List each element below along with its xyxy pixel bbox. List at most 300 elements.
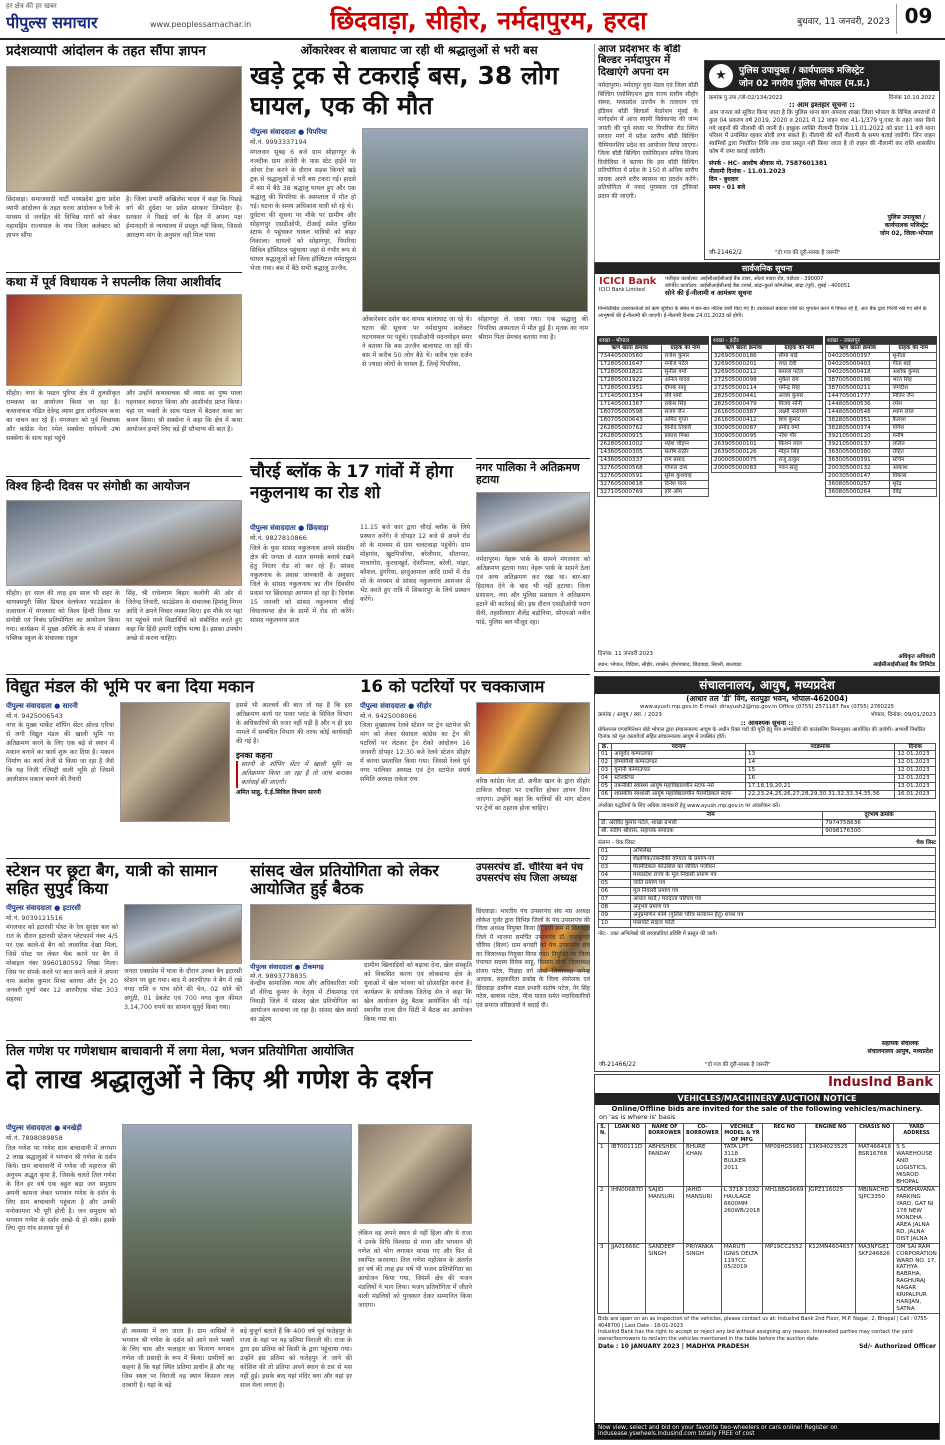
table-cell: 171405001367 <box>598 400 662 408</box>
table-cell: देवेंद्र <box>890 488 937 496</box>
location-icon: ● <box>54 1124 61 1132</box>
table-cell: राकेश सिंह <box>662 400 709 408</box>
col-head: YARD ADDRESS <box>894 1124 940 1144</box>
icici-row <box>598 392 709 400</box>
table-cell: 387005000186 <box>826 376 890 384</box>
table-cell: विनोद तिवारी <box>662 424 709 432</box>
table-cell: 382805000351 <box>826 416 890 424</box>
icici-row <box>712 384 823 392</box>
icici-row <box>826 440 937 448</box>
table-cell: MA3NFG81 SKF246826 <box>856 1243 894 1314</box>
seminar-photo <box>6 500 242 586</box>
table-cell: 282505000479 <box>712 400 776 408</box>
col-head: REG NO <box>763 1124 806 1144</box>
col-head: ग्राहक का नाम <box>662 345 709 353</box>
table-cell: सुरेंद्र <box>890 480 937 488</box>
table-cell: 040205000397 <box>826 352 890 360</box>
protest-photo <box>6 66 242 192</box>
mobile: मो.नं. 9425008066 <box>360 712 417 720</box>
table-cell: मनीष <box>890 432 937 440</box>
table-cell: 327605000591 <box>598 472 662 480</box>
headline: नगर पालिका ने अतिक्रमण हटाया <box>476 461 580 487</box>
icici-row <box>598 424 709 432</box>
byline: पीपुल्स संवाददाता <box>6 702 52 710</box>
sign-line-1: पुलिस उपायुक्त / <box>887 214 926 221</box>
location: सीहोर <box>416 702 432 710</box>
ayush-title: संचालनालय, आयुष, मध्यप्रदेश <box>595 677 939 694</box>
khel-photo <box>250 904 472 960</box>
col-head: क्र. <box>599 743 612 751</box>
mobile: मो.नं. 9827810866 <box>250 534 307 542</box>
table-cell: यूनानी कम्पाउण्डर <box>612 767 746 775</box>
table-cell: 04 <box>599 872 631 880</box>
table-cell: 382805000374 <box>826 424 890 432</box>
table-cell: 172805001647 <box>598 360 662 368</box>
indusind-logo[interactable]: IndusInd Bank <box>828 1075 933 1090</box>
mobile: मो.नं. 9893778835 <box>250 972 307 980</box>
icici-row <box>826 416 937 424</box>
table-cell: K12MN4604637 <box>806 1243 856 1314</box>
ayush-schedule-table <box>598 743 936 800</box>
icici-row <box>826 400 937 408</box>
ayush-attach: संलग्न - चेक लिस्ट <box>598 840 636 847</box>
body: नर्मदापुरम। नेहरू पार्क के सामने मंगलवार को अतिक्रमण हटाया गया। नेहरू पार्क के सामने ठेला एवं अन्य अतिक्रमण कर रखा था। बार-बार हिदायत देने के बाद भी नहीं हटाया। जिला प्रशासन, नपा और पुलिस प्रशासन ने अतिक्रमण हटाने की कार्रवाई की। इस दौरान एसडीओपी पराग सैनी, तहसीलदार शैलेंद्र बड़ोनिया, सीएमओ नवीन पांडे, पुलिस बल मौजूद रहा। <box>476 556 590 626</box>
table-cell: श्री. संदीप श्रीवास, सहायक संपादक <box>599 828 823 836</box>
meeting-photo <box>476 702 590 774</box>
indusind-date: Date : 10 JANUARY 2023 | MADHYA PRADESH <box>598 1343 750 1351</box>
table-cell: 07 <box>599 896 631 904</box>
article-ganesh <box>6 1044 472 1438</box>
body-left: सीहोर। नगर के पस्टन पुरिया क्षेत्र में तुलसीकृत रामकथा का आयोजन किया जा रहा है। कथावाचक पंडित देवेन्द्र व्यास द्वारा संगीतमय कथा का वाचन कर रहे हैं। मंगलवार को पूर्व विधायक और कांग्रेस नेता रमेश सक्सेना धर्मपत्नी उषा सक्सेना के साथ यहां पहुंचे <box>6 390 120 442</box>
byline: पीपुल्स संवाददाता <box>360 702 406 710</box>
indusind-footer-2: IndusInd Bank has the right to accept or reject any bid without assigning any reason. Interested parties may contact the yard owner/borrowers to reclaim the vehicles mentioned in the table before the auction date. <box>598 1329 913 1342</box>
officer-row <box>599 820 936 828</box>
table-cell: 03 <box>599 767 612 775</box>
headline: 16 को पटरियों पर चक्काजाम <box>360 678 545 696</box>
table-cell: 200305000147 <box>826 472 890 480</box>
table-cell: IBT00111D <box>609 1143 646 1186</box>
table-cell: 7974758636 <box>823 820 936 828</box>
col-head: दिनांक <box>895 743 936 751</box>
indusind-footer-1: Bids are open on an as inspection of the vehicles, please contact us at: IndusInd Bank 2nd Floor, M.P. Nagar, 2, Bhopal | Call : 0755-4048700 | Last Date : 18-01-2023 <box>598 1316 929 1329</box>
table-cell: 326905000186 <box>712 352 776 360</box>
ayush-contact[interactable]: www.ayush.mp.gov.in E-mail: dirayush2@mp.gov.in Office (0755) 2571187 Fax (0755) 2760225 <box>639 704 895 710</box>
body-1: जिले के युवा सांसद नकुलनाथ अपने संसदीय क्षेत्र की जनता से सतत सम्पर्क बनाये रखने हेतु निरंतर रोड शो कर रहे हैं। सांसद नकुलनाथ के प्रवास जानकारी के अनुसार जिले के सांसद नकुलनाथ का तीन दिवसीय प्रवास पर छिंदवाड़ा आगमन हो रहा है। दिनांक 15 जनवरी को सांसद नकुलनाथ चौरई विधानसभा क्षेत्र के ग्रामों में रोड शो करेंगे। सांसद नकुलनाथ प्रातः <box>250 545 354 624</box>
table-cell: राजू ठाकुर <box>776 456 823 464</box>
table-cell: 143605000305 <box>598 448 662 456</box>
article-protest-memo <box>6 44 242 270</box>
headline: कथा में पूर्व विधायक ने सपत्नीक लिया आशीर्वाद <box>6 275 221 289</box>
icici-row <box>598 456 709 464</box>
article-upsarpanch <box>476 862 590 1250</box>
branch-label: शाखा - भोपाल <box>597 336 709 344</box>
icici-row <box>826 480 937 488</box>
body-right: सिंह, श्री राधेश्याम बिहार कलोनी की ओर से जितेन्द्र तिवारी, फाउंडेशन के संचालक हिमांशु निगम आदि ने अपने विचार व्यक्त किए। इस मौके पर यहां पर पहुंचने वाले विद्यार्थियों को संबोधित करते हुए कहा कि हिंदी हमारी राष्ट्रीय भाषा है। इसका उपयोग अच्छे से करना चाहिए। <box>126 590 242 642</box>
icici-row <box>826 488 937 496</box>
ayush-ref: क्रमांक / आयुष / स्था. / 2023 <box>598 712 662 718</box>
icici-row <box>598 360 709 368</box>
table-cell: सुनील वर्मा <box>662 368 709 376</box>
table-cell: MP09HG5981 <box>763 1143 806 1186</box>
ayush-checklist-head: चेक लिस्ट <box>916 840 936 847</box>
police-header <box>705 61 939 91</box>
table-cell: 180705000598 <box>598 408 662 416</box>
table-cell: MAT466416 BSR16768 <box>856 1143 894 1186</box>
table-cell: कमला पटेल <box>776 368 823 376</box>
table-cell: MBINACHD SJPC3350 <box>856 1186 894 1243</box>
body: छिंदवाड़ा। भारतीय पंच उपसरपंच संघ मप्र अध्यक्ष लोकेश गुर्जर द्वारा विभिन्न जिलों के पंच उपसरपंच की जिला अध्यक्ष नियुक्त किया है। इसी क्रम में छिंदवाड़ा जिले में भाजपा समर्पित उपसरपंच डॉ. राजकुमार चौरिया (बिरुर) ग्राम बगदरी को पंच उपसरपंच संघ का जिलाध्यक्ष नियुक्त किया गया। नियुक्ति पर जिला पंचायत सदस्य विवेक साहू, किसान मोर्चा जिलाध्यक्ष संजय पटेल, पिछड़ा वर्ग मोर्चा जिलाध्यक्ष जगेन्द्र अल्डक, सहकारिता प्रकोष्ठ के जिला संयोजक एवं छिंदवाड़ा ग्रामीण मंडल प्रभारी संतोष पटेल, नेर सिंह पटेल, बलराम पटेल, मीना यादव समेत पदाधिकारियों एवं समाज वरिष्ठजनों ने बधाई दी। <box>476 908 590 1009</box>
icici-row <box>826 392 937 400</box>
headline: दो लाख श्रद्धालुओं ने किए श्री गणेश के दर्शन <box>6 1064 433 1095</box>
icici-row <box>826 368 937 376</box>
icici-notice <box>594 262 940 672</box>
table-cell: 12.01.2023 <box>895 759 936 767</box>
body: नर्मदापुरम। नर्मदापुर युवा मंडल एवं जिला बॉडी बिल्डिंग एसोसिएशन द्वारा राज्य स्तरीय सीहोर संस्था, मध्यप्रदेश उज्जैन के तत्वधान एवं इंडियन बॉडी बिल्डर्स फेडरेशन मुंबई के मार्गदर्शन में आज स्वामी विवेकानंद की जन्म जयंती की पूर्व संध्या पर पिपरिया रोड स्थित सरदार मार्ग में प्रदेश स्तरीय बॉडी बिल्डिंग चैम्पियनशिप प्रदेश का आयोजन किया जाएगा। जिला बॉडी बिल्डिंग एसोसिएशन सचिव विजय दिवोलिया ने बताया कि इस बॉडी बिल्डिंग प्रतियोगिता में प्रदेश के 150 से अधिक स्तरीय साधक अपने शरीर स्वास्थ्य का प्रदर्शन करेंगे। प्रतियोगिता में नकद पुरस्कार एवं ट्रॉफियां प्रदान की जाएगी। <box>598 82 698 200</box>
checklist-row <box>599 872 936 880</box>
indusind-table <box>597 1123 940 1314</box>
table-cell: 392105000120 <box>826 432 890 440</box>
icici-address: पंजीकृत कार्यालय: आईसीआईसीआई बैंक टावर, ओल्ड पादरा रोड, वडोदरा - 390007 <box>665 276 824 282</box>
table-cell: 17,18,19,20,21 <box>746 783 895 791</box>
table-cell: शासकीय स्वशासी आयुष महाविद्यालयीन पैरामेडिकल स्टाफ <box>612 791 746 799</box>
table-cell: 01 <box>599 751 612 759</box>
sign-line-1: सहायक संचालक <box>881 1040 919 1047</box>
table-cell: MH18BG9669 <box>763 1186 806 1243</box>
table-cell: 13.01.2023 <box>895 783 936 791</box>
indusind-notice <box>594 1074 940 1440</box>
headline: विद्युत मंडल की भूमि पर बना दिया मकान <box>6 678 254 696</box>
col-head: ENGINE NO <box>806 1124 856 1144</box>
branch-label: शाखा - जबलपुर <box>825 336 937 344</box>
police-body: आम जनता को सूचित किया जाता है कि पुलिस थाना बाग अपराध शाखा जिला भोपाल के विभिन्न अपराधों में कुल 04 प्रकरण वर्ष 2019, 2020 व 2021 में 12 वाहन धारा 41-1/379 पु.एक्ट के तहत जब्त किये गये वाहनों की नीलामी की जानी है। इच्छुक व्यक्ति नीलामी दिनांक 11.01.2022 को प्रातः 11 बजे थाना परिसर में उपस्थित रहकर बोली लगा सकते हैं। नीलामी की शर्तें नीलामी के समय बताई जावेंगी। जिन वाहन स्वामियों द्वारा निर्धारित तिथि तक दावा प्रस्तुत नहीं किया जाता है तो वाहन की नीलामी कर राशि शासकीय कोष में जमा कराई जावेगी। <box>709 110 935 156</box>
body-left: सीहोर। हर साल की तरह इस साल भी शहर के चाणक्यपुरी स्थित प्रियल वेलफेयर फाउंडेशन के तत्वाधान में मंगलवार को विश्व हिन्दी दिवस पर संगोष्ठी एवं निबंध प्रतियोगिता का आयोजन किया गया। कार्यक्रम में मुख्य अतिथि के रूप में संस्कार पब्लिक स्कूल के संचालक राहुल <box>6 590 120 642</box>
table-cell: 144805000536 <box>826 400 890 408</box>
location-icon: ● <box>54 702 61 710</box>
icici-row <box>826 360 937 368</box>
icici-row <box>826 424 937 432</box>
body-2: ही व्यवस्था में लग जाता है। ग्राम वासियों ने भगवान श्री गणेश के दर्शन को आने वाले भक्तों के लिए चाय और फलाहार का वितरण भगवान गणेश जी प्रसादी के रूप में किया। ग्रामीणों का कहना है कि यहां स्थित प्रतिमा प्राचीन है और यह जिस स्थल पर विराजी वह स्थान किसान लाल दरबारी है। यहां के बड़े <box>122 1328 234 1389</box>
location-icon: ● <box>54 904 61 912</box>
quote-title: इनका कहना <box>236 750 273 760</box>
location: पिपरिया <box>306 128 327 136</box>
encroachment-photo <box>476 492 590 552</box>
divider <box>6 858 590 859</box>
mobile: मो.नं. 9425006543 <box>6 712 63 720</box>
table-cell: शिव कुमार <box>776 416 823 424</box>
table-cell: 16.01.2023 <box>895 791 936 799</box>
page-number: 09 <box>896 4 940 34</box>
police-emblem-icon: ★ <box>709 64 733 88</box>
divider <box>6 674 590 675</box>
table-cell: 09 <box>599 912 631 920</box>
table-cell: 06 <box>599 791 612 799</box>
icici-logo[interactable] <box>599 276 659 293</box>
table-cell: विजय सोनी <box>776 400 823 408</box>
table-cell: 272505000098 <box>712 376 776 384</box>
icici-row <box>826 352 937 360</box>
location: इटारसी <box>62 904 81 912</box>
police-subtitle: जोन 02 नगरीय पुलिस भोपाल (म.प्र.) <box>739 79 870 89</box>
quote-by: अमित साहू, ऐ.ई.सिविल विभाग सारनी <box>236 788 321 796</box>
table-cell: 300905000087 <box>712 424 776 432</box>
table-cell: नितिन जैन <box>890 392 937 400</box>
table-cell: 282505000441 <box>712 392 776 400</box>
icici-corp: कॉर्पोरेट कार्यालय: आईसीआईसीआई बैंक टावर्स, बांद्रा-कुर्ला कॉम्प्लेक्स, बांद्रा (पूर्व), मुंबई - 400051 <box>665 282 851 289</box>
location-icon: ● <box>298 524 305 532</box>
icici-notice-title: सोने की ई-नीलामी व आमंत्रण सूचना <box>665 289 752 297</box>
katha-photo <box>6 294 242 386</box>
headline: खड़े ट्रक से टकराई बस, 38 लोग घायल, एक की मौत <box>250 60 559 120</box>
ayush-officer-table <box>598 811 936 836</box>
icici-row <box>598 440 709 448</box>
body-1: नगर के मुख्य मार्केट शॉपिंग सेंटर ओल्ड एरिया से लगी विद्युत मंडल की खाली भूमि पर अतिक्रमण करने के लिए एक बड़े से स्थान में मकान बनाने का कार्य शुरू कर दिया है। मकान निर्माण का कार्य तेजी से किया जा रहा है जैसे कि यह निजी रजिस्ट्री वाली भूमि हो जिसमें आलीशान मकान बनाने की तैयारी <box>6 722 114 783</box>
table-cell: 326905000201 <box>712 360 776 368</box>
article-station-bag <box>6 862 242 1038</box>
ayush-signature <box>868 1039 933 1055</box>
icici-table-3 <box>825 344 937 497</box>
table-cell: 262805001002 <box>598 440 662 448</box>
ayush-body: प्रोफेशनल एग्जामिनेशन बोर्ड भोपाल द्वारा संचालनालय आयुष के अधीन रिक्त पदों की पूर्ति हेतु पात्र अभ्यर्थियों की काउंसलिंग निम्नानुसार आयोजित की जावेगी। अभ्यर्थी निर्धारित दिनांक को मूल दस्तावेजों सहित संचालनालय आयुष में उपस्थित होवें। <box>598 727 926 740</box>
table-cell: 040205000418 <box>826 368 890 376</box>
table-cell: 16 <box>746 775 895 783</box>
icici-row <box>712 424 823 432</box>
table-cell: 392105000137 <box>826 440 890 448</box>
table-cell: 9098176300 <box>823 828 936 836</box>
table-cell: 1 <box>598 1143 609 1186</box>
mobile: मो.नं. 7898089858 <box>6 1134 63 1142</box>
table-cell: 261605000387 <box>712 408 776 416</box>
article-bus-accident <box>250 44 588 454</box>
table-cell: जाति प्रमाण पत्र <box>631 880 936 888</box>
table-cell: आधार कार्ड / मतदाता परिचय पत्र <box>631 896 936 904</box>
table-cell: SAJID MANSURI <box>646 1186 684 1243</box>
icici-bank-name: ICICI Bank <box>599 276 657 287</box>
table-cell: MARUTI IGNIS DELTA 1197CC 05/2019 <box>721 1243 762 1314</box>
checklist-row <box>599 904 936 912</box>
table-cell: पवन साहू <box>776 464 823 472</box>
table-cell: राम प्रसाद <box>662 456 709 464</box>
police-title: पुलिस उपायुक्त / कार्यपालक मजिस्ट्रेट <box>739 66 864 76</box>
issue-date: बुधवार, 11 जनवरी, 2023 <box>796 17 890 27</box>
table-cell: 144805000548 <box>826 408 890 416</box>
table-cell: नरेश गौर <box>776 432 823 440</box>
icici-row <box>826 376 937 384</box>
icici-row <box>712 400 823 408</box>
table-cell: अभिलेख <box>631 848 936 856</box>
table-cell: पैरामेडिकल कॉउंसिल का जीवित पंजीयन <box>631 864 936 872</box>
table-cell: 172805001821 <box>598 368 662 376</box>
police-signature <box>880 213 933 237</box>
table-cell: मोहन सिंह <box>776 448 823 456</box>
col-head: VECHILE MODEL & YR OF MFG <box>721 1124 762 1144</box>
sign-line-2: संचालनालय आयुष, मध्यप्रदेश <box>867 1048 933 1055</box>
checklist-row <box>599 864 936 872</box>
table-cell: 200305000132 <box>826 464 890 472</box>
table-cell: 180705000643 <box>598 416 662 424</box>
icici-row <box>712 448 823 456</box>
article-khel <box>250 862 472 1038</box>
table-cell: 272505000114 <box>712 384 776 392</box>
table-cell: 02 <box>599 759 612 767</box>
table-cell: 04 <box>599 775 612 783</box>
table-cell: 040205000403 <box>826 360 890 368</box>
ayush-note-2: नोट:- उक्त अभिलेखों की छायाप्रतियां प्रविष्टि में प्रस्तुत की जावें। <box>598 931 718 938</box>
icici-row <box>826 384 937 392</box>
table-cell: TATA LPT 3118 BULKER 2011 <box>721 1143 762 1186</box>
table-cell: मूल निवासी प्रमाण पत्र <box>631 888 936 896</box>
table-cell: गोपाल दास <box>662 464 709 472</box>
body-2: इससे भी आश्चर्य की बात तो यह है कि इस अतिक्रमण कार्य पर पावर प्लांट के सिविल विभाग के अधिकारियों की नजर नहीं पड़ी है और न ही इस मामले में सम्बंधित विभाग की तरफ कोई कार्यवाही की गई है। <box>236 702 352 745</box>
col-head: S. N. <box>598 1124 609 1144</box>
table-cell: 171405001354 <box>598 392 662 400</box>
table-cell: SANDEEP SINGH <box>646 1243 684 1314</box>
checklist-row <box>599 888 936 896</box>
table-cell: हरि ओम <box>662 488 709 496</box>
col-head: NAME OF BORROWER <box>646 1124 684 1144</box>
article-encroachment <box>476 458 590 652</box>
mobile: मो.नं. 9993337194 <box>250 138 307 146</box>
ayush-row <box>599 791 936 799</box>
newspaper-logo[interactable] <box>6 2 146 32</box>
indusind-bottom-bar[interactable]: Now view, select and bid on your favorite two-wheelers or cars online! Register on indusease.yswheels.indusind.com totally FREE of cost <box>595 1423 939 1439</box>
body-2: दुर्घटना की सूचना पर मौके पर ग्रामीण और सोहागपुर एसडीओपी, टीआई समेत पुलिस स्टाफ ने पहुंचकर घायल यात्रियों को बाहर निकाला। घायलों को सोहागपुर, पिपरिया सिविल हॉस्पिटल पहुंचाया जहां से गंभीर रूप से घायल श्रद्धालुओं को जिला हॉस्पिटल नर्मदापुरम भेजा गया। बस में बैठे सभी श्रद्धालु उज्जैन, <box>250 211 357 273</box>
table-cell: JAHID MANSURI <box>684 1186 722 1243</box>
site-url[interactable]: www.peoplessamachar.in <box>150 20 252 29</box>
police-auction-date: नीलामी दिनांक - 11.01.2023 <box>709 167 786 175</box>
col-head: ग्राहक का नाम <box>776 345 823 353</box>
checklist-row <box>599 856 936 864</box>
kicker: ओंकारेश्वर से बालाघाट जा रही थी श्रद्धालुओं से भरी बस <box>300 44 538 57</box>
table-cell: रवि शर्मा <box>662 392 709 400</box>
mobile: मो.नं. 9039121516 <box>6 914 63 922</box>
body-3: बड़े बुजुर्ग बताते हैं कि 400 वर्ष पूर्व फतेहपुर के राजा के यहां पर यह प्रतिमा विराजी थी। राजा के द्वारा इस प्रतिमा को किसी के द्वारा पहुंचाया गया। उन्होंने इस प्रतिमा को फतेहपुर ले जाने की कोशिश की तो प्रतिमा अपने स्थान से टस से मस नहीं हुई। इसके बाद यहां मंदिर बना और यहां हर साल मेला लगता है। <box>240 1328 352 1389</box>
ayush-date: भोपाल, दिनांक: 09/01/2023 <box>870 712 936 718</box>
byline: पीपुल्स संवाददाता <box>250 524 296 532</box>
table-cell: S S WAREHOUSE AND LOGISTICS, MISROD BHOPAL <box>894 1143 940 1186</box>
checklist-row <box>599 920 936 928</box>
police-date: दिनांक 10.10.2022 <box>888 95 935 101</box>
ayush-row <box>599 775 936 783</box>
table-cell: IHN00687D <box>609 1186 646 1243</box>
police-slogan: "दो गज की दूरी-मास्क है जरूरी" <box>775 250 841 256</box>
icici-row <box>712 440 823 448</box>
icici-row <box>712 464 823 472</box>
article-electricity-land <box>6 678 352 856</box>
branch-label: शाखा - इंदौर <box>711 336 823 344</box>
table-cell: 14 <box>746 759 895 767</box>
logo-text: पीपुल्स समाचार <box>6 13 98 32</box>
table-cell: 172805001922 <box>598 376 662 384</box>
body-right: और उन्होंने कथावाचक श्री व्यास का पुष्प माला पहनाकर स्वागत किया और आशीर्वाद प्राप्त किया। यहां पर भक्तों के साथ पंडाल में बैठकर कथा का श्रवण किया। श्री सक्सेना ने कहा कि क्षेत्र में कथा आयोजन हमारे लिए बड़े ही सौभाग्य की बात है। <box>126 390 242 433</box>
accident-photo <box>362 128 588 312</box>
icici-place: स्थान: भोपाल, विदिशा, सीहोर, रायसेन, होशंगाबाद, छिंदवाड़ा, सिवनी, बालाघाट <box>598 662 742 668</box>
headline: प्रदेशव्यापी आंदोलन के तहत सौंपा ज्ञापन <box>6 44 206 59</box>
table-cell: 734405000560 <box>598 352 662 360</box>
table-cell: सचिन <box>890 456 937 464</box>
icici-row <box>598 448 709 456</box>
table-cell: 144705001777 <box>826 392 890 400</box>
location: बनखेड़ी <box>62 1124 82 1132</box>
col-head: ग्राहक का नाम <box>890 345 937 353</box>
table-cell: प्रकाश मिश्रा <box>662 432 709 440</box>
col-head: ऋण खाता क्रमांक <box>598 345 662 353</box>
auction-row <box>598 1243 940 1314</box>
col-head: दूरभाष क्रमांक <box>823 812 936 820</box>
table-cell: 2 <box>598 1186 609 1243</box>
ayush-note: उपरोक्त पद्धतियों के लिए अधिक जानकारी हेतु www.ayush.mp.gov.in पर अवलोकन करें। <box>598 803 781 810</box>
body-1: जिला मुख्यालय रेलवे स्टेशन पर ट्रेन स्टापेज की मांग को लेकर सेवादल कांग्रेस का ट्रेन की पटरियों पर लेटकर ट्रेन रोको आंदोलन 16 जनवरी दोपहर 12:30 बजे रेलवे स्टेशन सीहोर में करना प्रस्तावित किया गया। जिससे रेलवे पूर्व नगर पालिका अध्यक्ष एवं ट्रेन स्टापेज संघर्ष समिति अध्यक्ष राकेश राय <box>360 722 470 783</box>
ayush-checklist <box>598 847 936 928</box>
crowd-photo <box>122 1124 352 1324</box>
article-katha <box>6 272 242 472</box>
kicker: तिल गणेश पर गणेशधाम बाचावानी में लगा मेला, भजन प्रतियोगिता आयोजित <box>6 1044 354 1058</box>
table-cell: 326905000212 <box>712 368 776 376</box>
icici-row <box>826 472 937 480</box>
table-cell: JJA01666C <box>609 1243 646 1314</box>
article-bodybuilders <box>598 44 698 270</box>
ayush-row <box>599 783 936 791</box>
table-cell: 263905000126 <box>712 448 776 456</box>
table-cell: 12.01.2023 <box>895 767 936 775</box>
indusind-sub-2: on 'as is where is' basis <box>599 1113 676 1121</box>
table-cell: 200005000083 <box>712 464 776 472</box>
location-icon: ● <box>408 702 415 710</box>
police-notice-head: :: आम इश्तहार सूचना :: <box>789 101 855 109</box>
table-cell: दीपक साहू <box>662 384 709 392</box>
table-cell: 387005000211 <box>826 384 890 392</box>
icici-row <box>712 368 823 376</box>
table-cell: मुकेश राय <box>776 376 823 384</box>
indusind-authorized: Sd/- Authorized Officer <box>859 1343 936 1351</box>
table-cell: लक्ष्मी नारायण <box>776 408 823 416</box>
table-cell: 05 <box>599 783 612 791</box>
table-cell: 360805000264 <box>826 488 890 496</box>
body-2: 11.15 बजे कार द्वारा चौरई ब्लॉक के लिये प्रस्थान करेंगे। वे दोपहर 12 बजे से अपने रोड शो के माध्यम से ग्राम चलटवाड़ा पहुंचेंगे। ग्राम मोहगांव, खुटपिपरिया, बरेलीपार, सीतापार, माचागोरा, कुरचाखुर्द, देवरीमाल, बरेली, पांढ़र, कौशल, डुंगरिया, हरदुआमाल आदि ग्रामों में रोड शो के माध्यम से सांसद नकुलनाथ आमजन से भेंट करते हुए रात्रि में शिकारपुर के लिये प्रस्थान करेंगे। <box>360 524 470 603</box>
table-cell: सीमा बाई <box>776 352 823 360</box>
body-1: तिल गणेश पर गणेश धाम बाचावानी में लगभग 2 लाख श्रद्धालुओं ने भगवान श्री गणेश के दर्शन किये। ग्राम बाचावानी में गणेश जी महाराज की अनुपम अद्भुत कृपा है, जिसके चलते तिल गणेश के दिन हर वर्ष एक बहुत बड़ा जन समुदाय अपनी कामना लेकर भगवान गणेश के दर्शन के लिए ग्राम बाचावानी पहुंचता है और उनकी मनोकामना भी पूरी होती है। जन समुदाय को भगवान गणेश के दर्शन अच्छे से हो सके। इसके लिए पूरा गांव सजाया पूर्व से <box>6 1145 116 1233</box>
table-cell: अमित गुप्ता <box>662 416 709 424</box>
body-2: ग्रामीण खिलाड़ियों को बढ़ावा देना, खेल संस्कृति को विकसित करना एवं लोकसभा क्षेत्र के युवाओं में खेल भावना को प्रोत्साहित करना है। कार्यक्रम के संयोजक जितेन्द्र सेन ने कहा कि खेल आयोजन हेतु बैठक आयोजित की गई। स्थानीय राज्य ग्रीन सिटी में बैठक का आयोजन किया गया था। <box>364 962 472 1023</box>
quote: सारनी के शॉपिंग सेंटर में खाली भूमि पर अतिक्रमण किया जा रहा है तो जांच कराकर कार्रवाई की जाएगी। <box>236 761 352 788</box>
byline: पीपुल्स संवाददाता <box>250 128 296 136</box>
headline: चौरई ब्लॉक के 17 गांवों में होगा नकुलनाथ का रोड शो <box>250 462 454 504</box>
table-cell: SADBHAVANA PARKING YARD, GAT NI 178 NEW MONDHA AREA JALNA RD, JALNA DIST JALNA <box>894 1186 940 1243</box>
indusind-sub-1: Online/Offline bids are invited for the sale of the following vehicles/machinery. <box>611 1105 923 1113</box>
table-cell: 261605000412 <box>712 416 776 424</box>
headline: आज प्रदेशभर के बॉडी बिल्डर नर्मदापुरम में दिखाएंगे अपना दम <box>598 44 681 78</box>
icici-row <box>712 416 823 424</box>
table-cell: राजेश कुमार <box>662 352 709 360</box>
location-icon: ● <box>294 963 301 971</box>
icici-row <box>826 448 937 456</box>
body-1: मंगलवार सुबह 6 बजे ग्राम सोहागपुर के नजदीक ग्राम अंजेरी के पास स्टेट हाईवे पर ओवर टेक करने के दौरान सड़क किनारे खड़े ट्रक से श्रद्धालुओं से भरी बस टकरा गई। हादसे में बस में बैठे 38 श्रद्धालु घायल हुए और एक श्रद्धालु की पिपरिया के अस्पताल में मौत हो गई। घटना के समय अधिकांश यात्री सो रहे थे। <box>250 149 356 210</box>
icici-bank-sub: ICICI Bank Limited <box>599 287 645 293</box>
col-head: पदनाम <box>612 743 746 751</box>
col-head: पदक्रमांक <box>746 743 895 751</box>
body-2: जनता एक्सप्रेस में यात्रा के दौरान उनका बैग इटारसी स्टेशन पर छूट गया। बाद में आरपीएफ ने बैग में रखे नगद राशि व पांच सोने की चेन, 02 सोने की अंगूठी, 01 डेबलेट एवं 700 नगद कुल कीमत 3,14,700 रुपये का सामान सुपुर्द किया गया। <box>124 968 242 1011</box>
icici-table-1 <box>597 344 709 497</box>
table-cell: राधा देवी <box>776 360 823 368</box>
table-cell: सुरेश कुशवाह <box>662 472 709 480</box>
officer-row <box>599 828 936 836</box>
col-head: ऋण खाता क्रमांक <box>826 345 890 353</box>
table-cell: स्टोरकीपर <box>612 775 746 783</box>
table-cell: 3 <box>598 1243 609 1314</box>
table-cell: रोहित <box>890 448 937 456</box>
table-cell: संतोष राठौर <box>662 448 709 456</box>
table-cell: ABHISHEK PANDAY <box>646 1143 684 1186</box>
icici-row <box>598 352 709 360</box>
